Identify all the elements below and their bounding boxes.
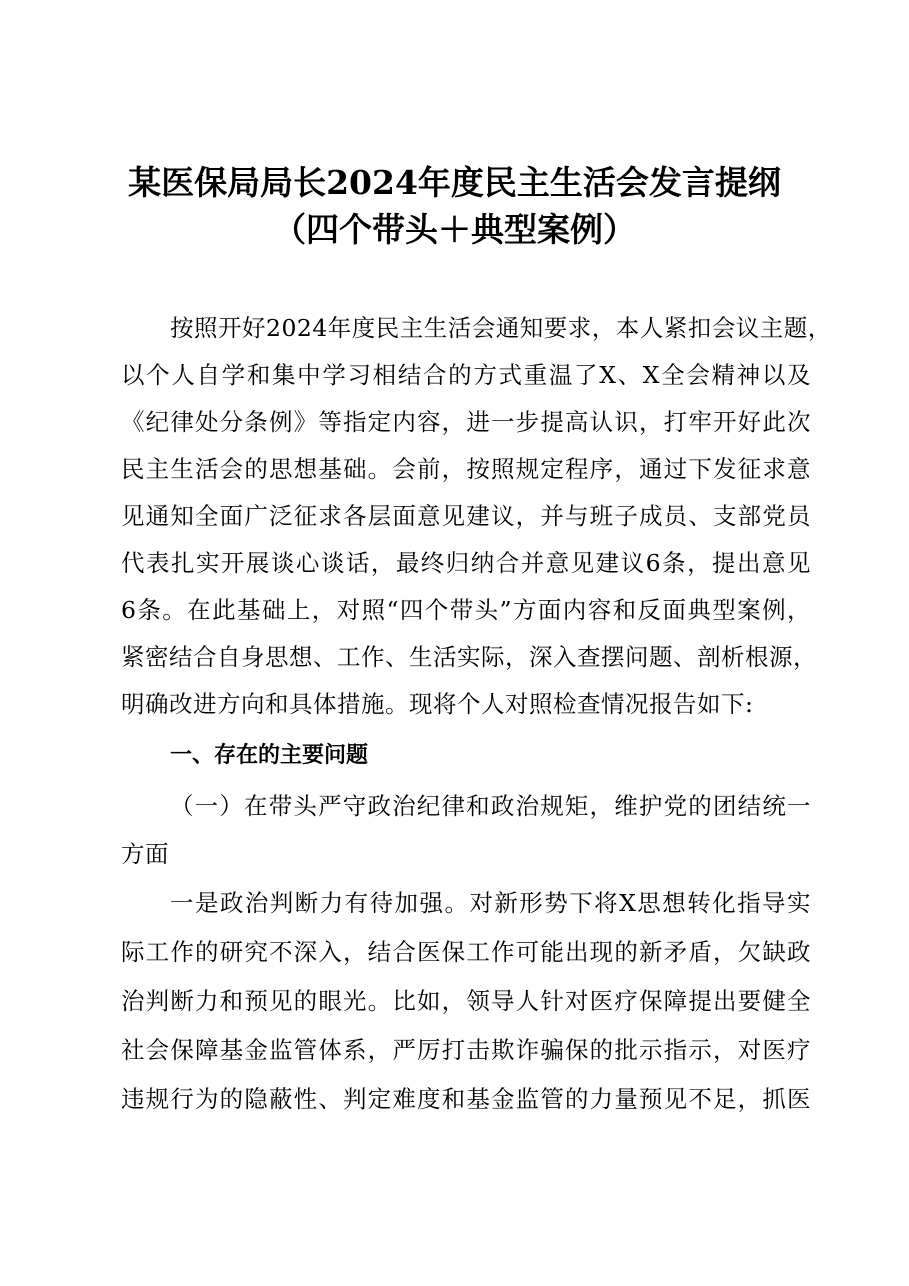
body-line: 社会保障基金监管体系，严厉打击欺诈骗保的批示指示，对医疗: [121, 1036, 811, 1064]
document-subtitle: （四个带头＋典型案例）: [273, 210, 636, 249]
intro-line: 6条。在此基础上，对照“四个带头”方面内容和反面典型案例，: [121, 596, 811, 624]
subsection-heading-line: 方面: [121, 840, 169, 868]
intro-line: 代表扎实开展谈心谈话，最终归纳合并意见建议6条，提出意见: [121, 549, 811, 577]
body-line: 治判断力和预见的眼光。比如，领导人针对医疗保障提出要健全: [121, 987, 811, 1015]
body-line: 违规行为的隐蔽性、判定难度和基金监管的力量预见不足，抓医: [121, 1085, 811, 1113]
intro-line: 以个人自学和集中学习相结合的方式重温了X、X全会精神以及: [121, 361, 811, 389]
intro-line: 按照开好2024年度民主生活会通知要求，本人紧扣会议主题，: [170, 314, 832, 342]
section-heading: 一、存在的主要问题: [170, 743, 369, 768]
intro-line: 紧密结合自身思想、工作、生活实际，深入查摆问题、剖析根源，: [121, 643, 817, 671]
document-title: 某医保局局长2024年度民主生活会发言提纲: [128, 163, 781, 202]
body-line: 一是政治判断力有待加强。对新形势下将X思想转化指导实: [170, 889, 811, 917]
intro-line: 明确改进方向和具体措施。现将个人对照检查情况报告如下:: [121, 690, 754, 718]
intro-line: 见通知全面广泛征求各层面意见建议，并与班子成员、支部党员: [121, 502, 811, 530]
body-line: 际工作的研究不深入，结合医保工作可能出现的新矛盾，欠缺政: [121, 938, 811, 966]
intro-line: 《纪律处分条例》等指定内容，进一步提高认识，打牢开好此次: [121, 408, 811, 436]
subsection-heading-line: （一）在带头严守政治纪律和政治规矩，维护党的团结统一: [170, 792, 811, 820]
intro-line: 民主生活会的思想基础。会前，按照规定程序，通过下发征求意: [121, 455, 811, 483]
